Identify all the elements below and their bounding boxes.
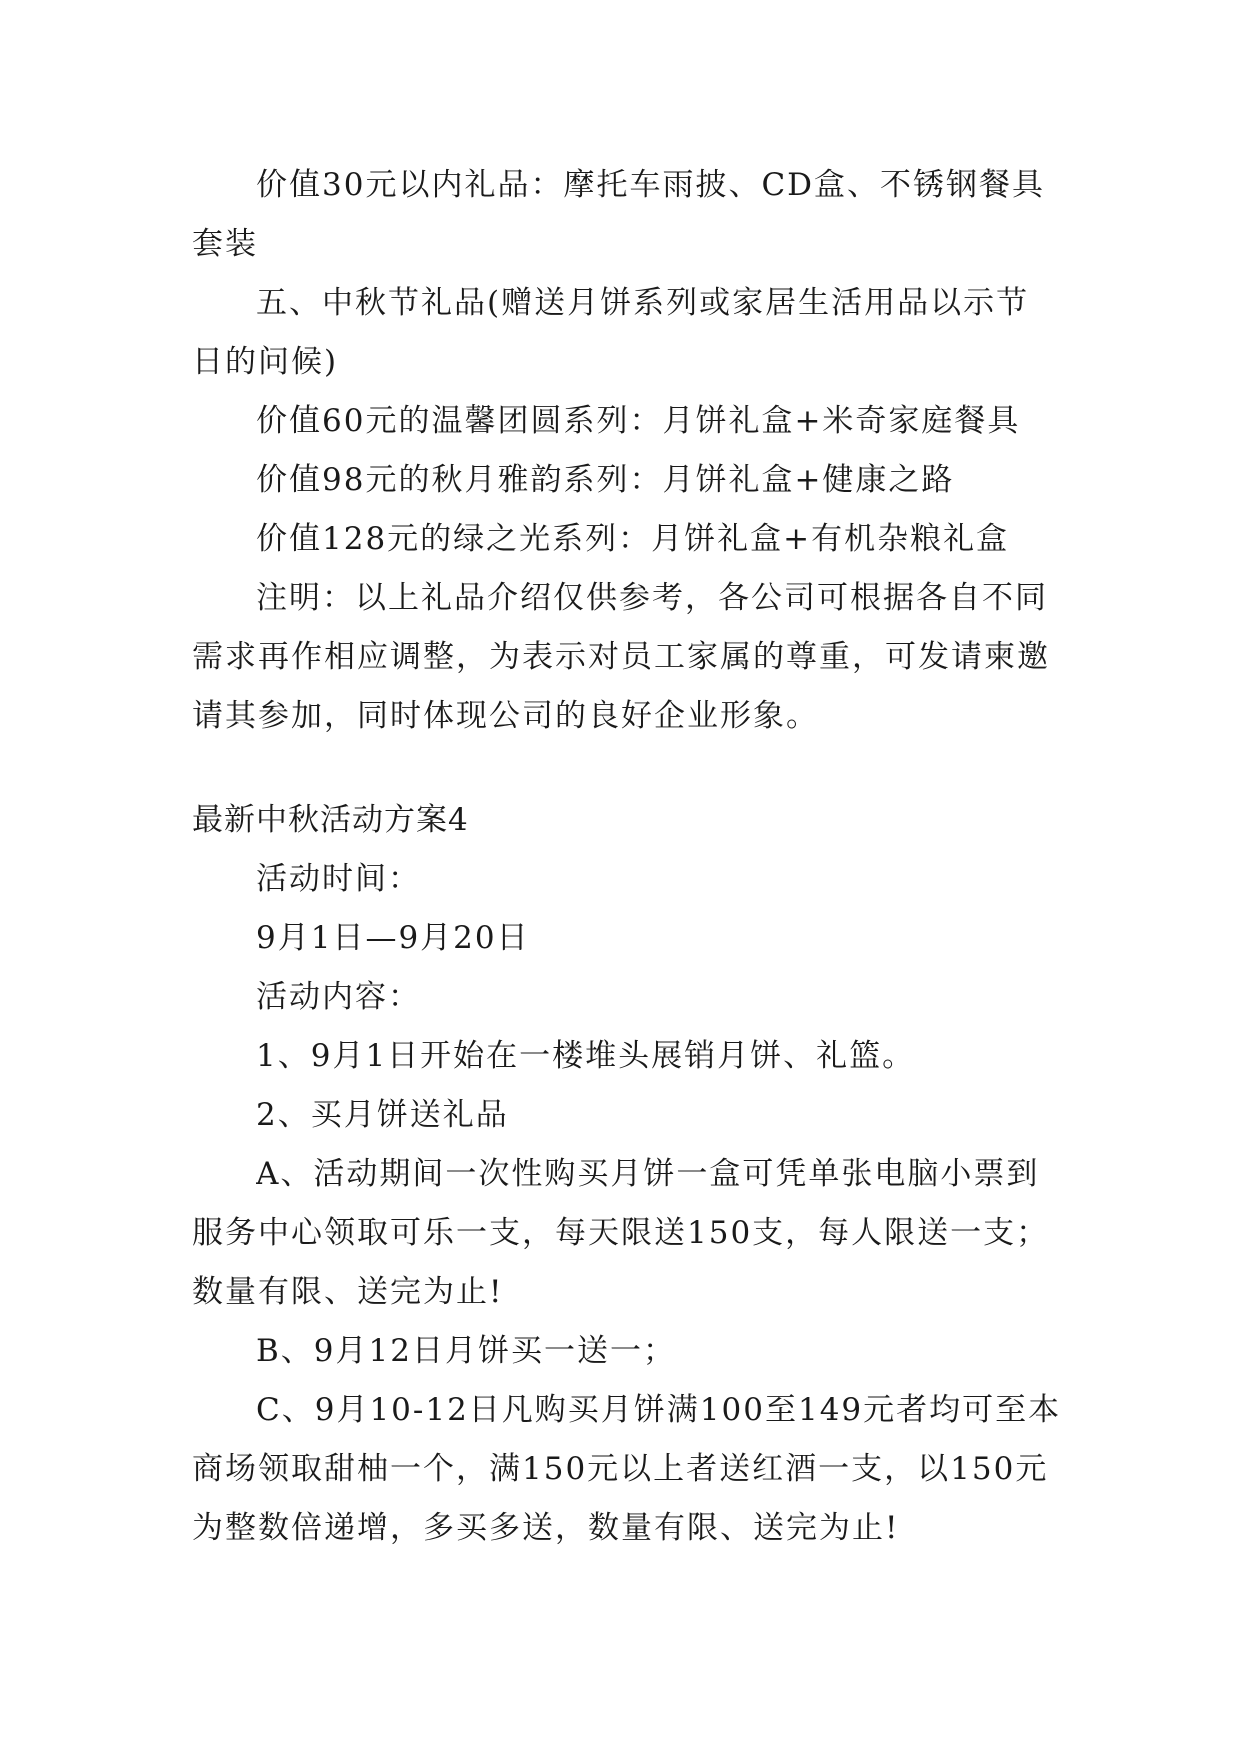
text-line: A、活动期间一次性购买月饼一盒可凭单张电脑小票到 xyxy=(256,1156,1040,1192)
text-line: 价值30元以内礼品：摩托车雨披、CD盒、不锈钢餐具 xyxy=(256,167,1046,203)
text-line: 套装 xyxy=(192,226,258,262)
text-line: 2、买月饼送礼品 xyxy=(256,1097,509,1133)
section-title: 最新中秋活动方案4 xyxy=(192,802,469,838)
text-line: 数量有限、送完为止! xyxy=(192,1274,504,1310)
text-line: 1、9月1日开始在一楼堆头展销月饼、礼篮。 xyxy=(256,1038,916,1074)
text-line: 注明：以上礼品介绍仅供参考，各公司可根据各自不同 xyxy=(256,580,1048,616)
text-line: 为整数倍递增，多买多送，数量有限、送完为止! xyxy=(192,1510,900,1546)
text-line: 活动内容： xyxy=(256,979,421,1015)
text-line: 服务中心领取可乐一支，每天限送150支，每人限送一支； xyxy=(192,1215,1050,1251)
text-line: 需求再作相应调整，为表示对员工家属的尊重，可发请柬邀 xyxy=(192,639,1050,675)
text-line: C、9月10-12日凡购买月饼满100至149元者均可至本 xyxy=(256,1392,1062,1428)
text-line: 日的问候) xyxy=(192,344,339,380)
text-line: 请其参加，同时体现公司的良好企业形象。 xyxy=(192,698,819,734)
text-line: 商场领取甜柚一个，满150元以上者送红酒一支，以150元 xyxy=(192,1451,1049,1487)
text-line: 价值128元的绿之光系列：月饼礼盒+有机杂粮礼盒 xyxy=(256,521,1010,557)
text-line: 价值60元的温馨团圆系列：月饼礼盒+米奇家庭餐具 xyxy=(256,403,1021,439)
text-line: 价值98元的秋月雅韵系列：月饼礼盒+健康之路 xyxy=(256,462,955,498)
text-line: 活动时间： xyxy=(256,861,421,897)
text-line: 五、中秋节礼品(赠送月饼系列或家居生活用品以示节 xyxy=(256,285,1030,321)
text-line: B、9月12日月饼买一送一； xyxy=(256,1333,676,1369)
text-line: 9月1日—9月20日 xyxy=(256,920,530,956)
